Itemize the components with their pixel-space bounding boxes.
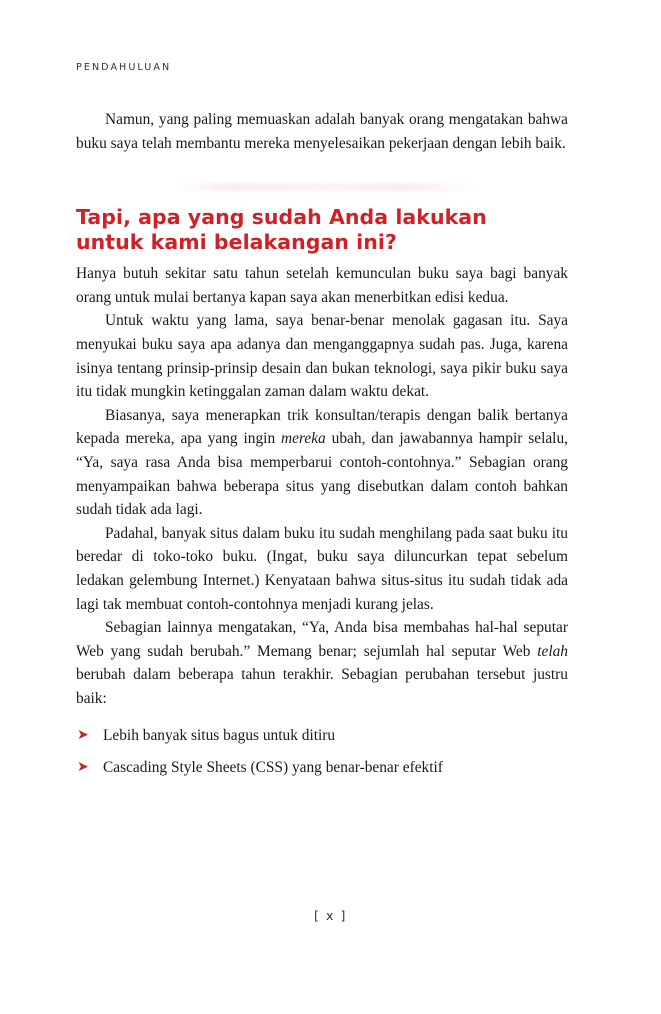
- arrow-bullet-icon: ➤: [77, 727, 89, 744]
- scan-artifact: [176, 183, 476, 191]
- list-item-label: Cascading Style Sheets (CSS) yang benar-benar efektif: [103, 759, 443, 777]
- list-item: [76, 756, 568, 780]
- paragraph-3-emphasis: mereka: [281, 430, 326, 448]
- text-column: [76, 108, 568, 788]
- paragraph-3-part-a: Biasanya, saya menerapkan trik konsultan/terapis dengan balik bertanya kepada mereka, apa yang ingin: [76, 406, 568, 448]
- section-heading-line-2: untuk kami belakangan ini?: [76, 230, 397, 255]
- paragraph-3: [76, 404, 568, 522]
- paragraph-5-part-b: berubah dalam beberapa tahun terakhir. Sebagian perubahan tersebut justru baik:: [76, 666, 568, 707]
- paragraph-5-emphasis: telah: [537, 642, 568, 660]
- paragraph-1: Hanya butuh sekitar satu tahun setelah kemunculan buku saya bagi banyak orang untuk mulai bertanya kapan saya akan menerbitkan edisi kedua.: [76, 265, 568, 306]
- paragraph-2: Untuk waktu yang lama, saya benar-benar menolak gagasan itu. Saya menyukai buku saya apa adanya dan menganggapnya sudah pas. Juga, karena isinya tentang prinsip-prinsip desain dan bukan teknologi, saya pikir buku saya itu tidak mungkin ketinggalan zaman dalam waktu dekat.: [76, 312, 568, 401]
- intro-paragraph: Namun, yang paling memuaskan adalah banyak orang mengatakan bahwa buku saya telah membantu mereka menyelesaikan pekerjaan dengan lebih baik.: [76, 111, 568, 152]
- section-heading-line-1: Tapi, apa yang sudah Anda lakukan: [76, 205, 487, 230]
- benefits-list: [76, 724, 568, 779]
- arrow-bullet-icon: ➤: [77, 759, 89, 776]
- paragraph-4: Padahal, banyak situs dalam buku itu sudah menghilang pada saat buku itu beredar di toko-toko buku. (Ingat, buku saya diluncurkan tepat sebelum ledakan gelembung Internet.) Kenyataan bahwa situs-situs itu sudah tidak ada lagi tak membuat contoh-contohnya menjadi kurang jelas.: [76, 524, 568, 613]
- paragraph-5: [76, 616, 568, 710]
- paragraph-3-part-b: ubah, dan jawabannya hampir selalu, “Ya, saya rasa Anda bisa memperbarui contoh-contohnya.” Sebagian orang menyampaikan bahwa beberapa situs yang disebutkan dalam contoh bahkan sudah tidak ada lagi.: [76, 430, 568, 519]
- paragraph-5-part-a: Sebagian lainnya mengatakan, “Ya, Anda bisa membahas hal-hal seputar Web yang sudah berubah.” Memang benar; sejumlah hal seputar Web: [76, 619, 568, 660]
- running-head: PENDAHULUAN: [76, 62, 172, 73]
- list-item: [76, 724, 568, 748]
- section-heading-block: [76, 205, 568, 255]
- list-item-label: Lebih banyak situs bagus untuk ditiru: [103, 727, 336, 745]
- page-number: [ x ]: [313, 908, 348, 923]
